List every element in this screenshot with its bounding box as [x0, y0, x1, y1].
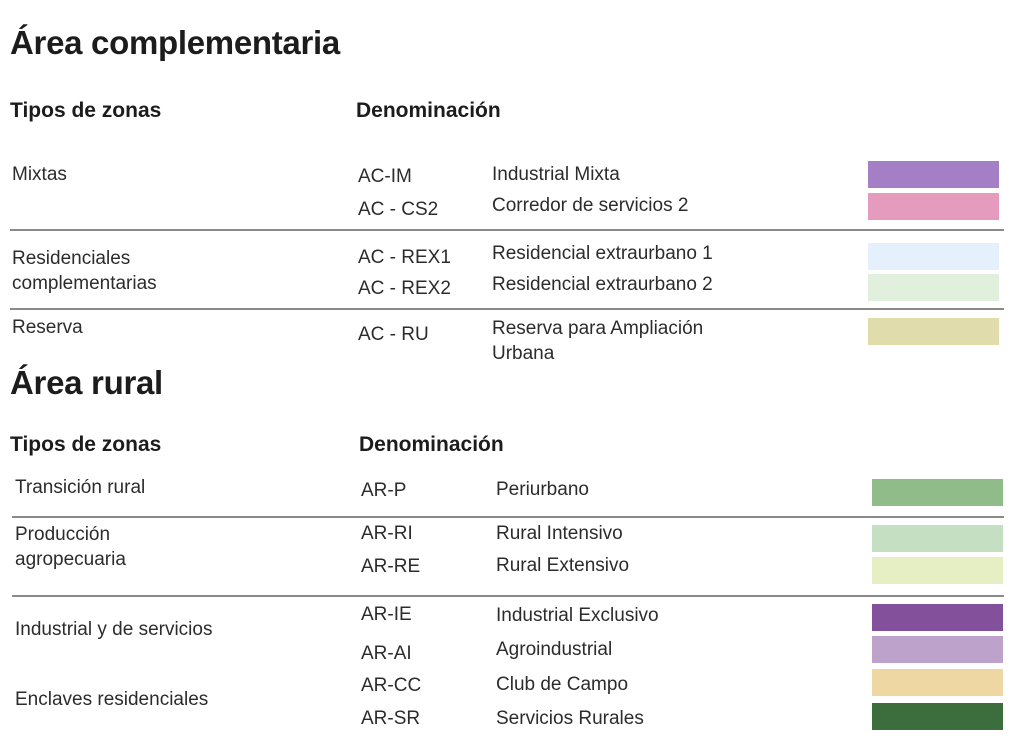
zone-name: Servicios Rurales — [496, 708, 644, 729]
zone-code: AC - REX2 — [358, 278, 451, 299]
zone-name: Residencial extraurbano 1 — [492, 243, 713, 264]
zone-name: Residencial extraurbano 2 — [492, 274, 713, 295]
zone-code: AR-CC — [361, 675, 422, 696]
zone-code: AC-IM — [358, 166, 412, 187]
color-swatch — [868, 243, 999, 270]
color-swatch — [868, 161, 999, 188]
column-header-denominacion: Denominación — [356, 99, 501, 122]
divider — [10, 229, 1004, 231]
color-swatch — [868, 318, 999, 345]
zone-code: AC - CS2 — [358, 199, 439, 220]
zone-code: AR-SR — [361, 708, 421, 729]
divider — [12, 516, 1004, 518]
color-swatch — [872, 636, 1003, 663]
zone-type-transicion: Transición rural — [15, 477, 146, 498]
zone-type-produccion: Producción agropecuaria — [15, 524, 126, 570]
zone-code: AC - REX1 — [358, 247, 451, 268]
zone-code: AR-RE — [361, 556, 421, 577]
column-header-tipos: Tipos de zonas — [10, 99, 162, 122]
color-swatch — [872, 703, 1003, 730]
divider — [10, 308, 1004, 310]
section-title-rural: Área rural — [10, 364, 163, 401]
color-swatch — [868, 274, 999, 301]
zone-name: Club de Campo — [496, 674, 629, 695]
zone-name: Rural Extensivo — [496, 555, 630, 576]
zone-type-reserva: Reserva — [12, 317, 83, 338]
section-title-complementaria: Área complementaria — [10, 24, 340, 61]
zone-code: AC - RU — [358, 324, 429, 345]
zone-code: AR-IE — [361, 604, 412, 625]
column-header-denominacion: Denominación — [359, 433, 504, 456]
zone-name: Industrial Exclusivo — [496, 605, 659, 626]
zone-type-mixtas: Mixtas — [12, 164, 67, 185]
color-swatch — [872, 669, 1003, 696]
color-swatch — [872, 525, 1003, 552]
color-swatch — [872, 479, 1003, 506]
zone-code: AR-RI — [361, 523, 413, 544]
zone-name: Agroindustrial — [496, 639, 613, 660]
divider — [12, 595, 1004, 597]
column-header-tipos: Tipos de zonas — [10, 433, 162, 456]
zone-name: Rural Intensivo — [496, 523, 623, 544]
zone-type-industrial: Industrial y de servicios — [15, 619, 213, 640]
color-swatch — [868, 193, 999, 220]
zone-name: Periurbano — [496, 479, 589, 500]
zone-code: AR-P — [361, 480, 407, 501]
zone-type-residenciales: Residenciales complementarias — [12, 248, 157, 294]
zone-type-enclaves: Enclaves residenciales — [15, 689, 209, 710]
zone-name: Reserva para Ampliación Urbana — [492, 318, 704, 364]
color-swatch — [872, 557, 1003, 584]
zone-name: Industrial Mixta — [492, 164, 620, 185]
zone-code: AR-AI — [361, 643, 412, 664]
color-swatch — [872, 604, 1003, 631]
zone-name: Corredor de servicios 2 — [492, 195, 689, 216]
